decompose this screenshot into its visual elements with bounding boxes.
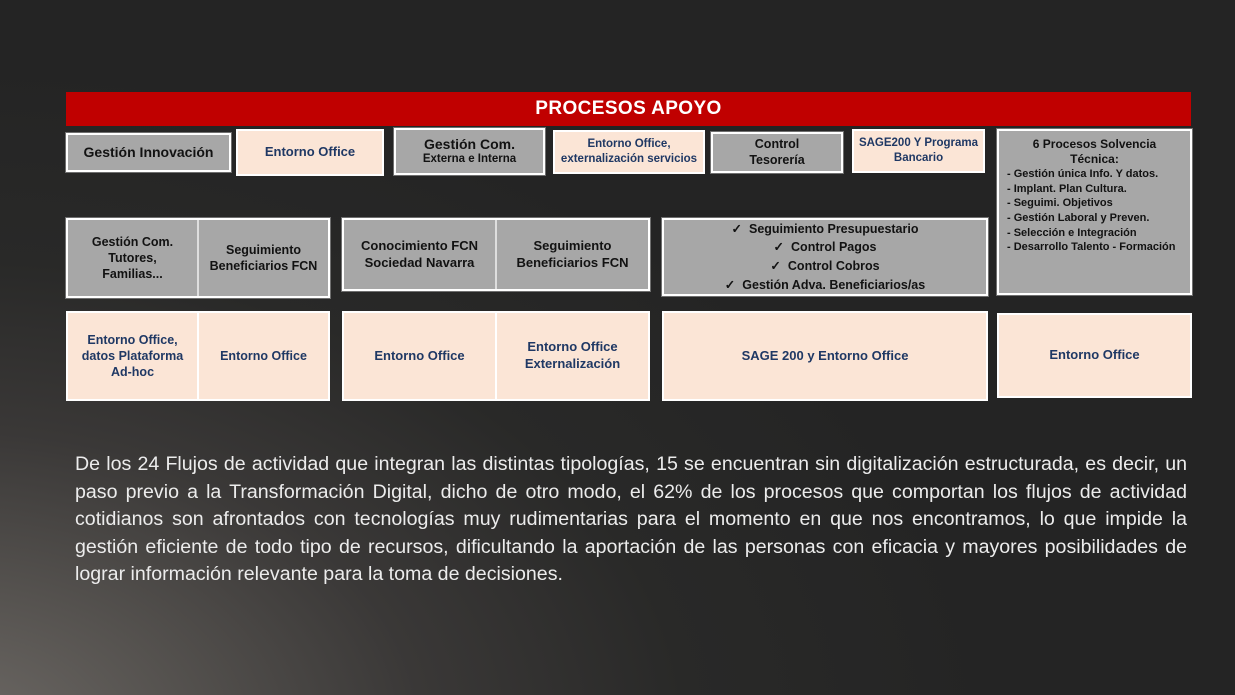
process-pair-conocimiento-seguimiento	[342, 218, 650, 291]
tool-pair-office-externalizacion	[342, 311, 650, 401]
process-box-label-line1: Control	[754, 136, 800, 151]
solvencia-item: - Seguimi. Objetivos	[1007, 197, 1113, 210]
checklist-line	[732, 220, 919, 239]
process-cell-gestion-com-tutores: Gestión Com. Tutores, Familias...	[91, 234, 174, 282]
tool-cell-entorno-office-adhoc: Entorno Office, datos Plataforma Ad-hoc	[81, 332, 184, 380]
check-icon: ✓	[731, 221, 742, 236]
tool-box-sage200-programa-bancario	[852, 129, 985, 173]
checklist-item-label: Control Pagos	[791, 240, 877, 255]
process-box-label-line1: Gestión Com.	[423, 136, 515, 153]
solvencia-item: - Implant. Plan Cultura.	[1007, 182, 1127, 195]
summary-paragraph: De los 24 Flujos de actividad que integran las distintas tipologías, 15 se encuentran sin digitalización estructurada, es decir, un paso previo a la Transformación Digital, dicho de otro modo, el 62% de los procesos que comportan los flujos de actividad cotidianos son afrontados con tecnologías muy rudimentarias para el momento en que nos encontramos, lo que impide la gestión eficiente de todo tipo de recursos, dificultando la aportación de las personas con eficacia y mayores posibilidades de lograr información relevante para la toma de decisiones.	[75, 453, 1187, 586]
check-icon: ✓	[770, 259, 781, 273]
tool-box-label-line2: Bancario	[893, 152, 944, 164]
tool-pair-office-adhoc	[66, 311, 330, 401]
process-box-gestion-com-externa	[394, 128, 545, 175]
check-icon: ✓	[724, 277, 736, 292]
process-box-label: Gestión Innovación	[83, 143, 214, 160]
solvencia-title-line2: Técnica:	[1070, 152, 1119, 166]
solvencia-item: - Desarrollo Talento - Formación	[1007, 241, 1176, 254]
checklist-item-label: Gestión Adva. Beneficiarios/as	[742, 277, 926, 292]
tool-box-label-line1: SAGE200 Y Programa	[858, 137, 979, 150]
process-checklist-box	[662, 218, 988, 296]
checklist-item-label: Control Cobros	[787, 259, 880, 273]
solvencia-item: - Selección e Integración	[1007, 226, 1137, 239]
solvencia-item: - Gestión Laboral y Preven.	[1007, 211, 1150, 224]
process-box-label-line2: Tesorería	[749, 152, 805, 167]
solvencia-item: - Gestión única Info. Y datos.	[1007, 168, 1159, 180]
process-box-gestion-innovacion	[66, 133, 231, 172]
tool-box-label: SAGE 200 y Entorno Office	[741, 347, 909, 363]
tool-box-label: Entorno Office	[264, 144, 356, 160]
checklist-line	[774, 238, 877, 257]
tool-cell-entorno-office-externalizacion: Entorno Office Externalización	[495, 313, 648, 399]
checklist-line	[770, 257, 879, 276]
tool-box-sage200-entorno-office	[662, 311, 988, 401]
tool-box-entorno-office-1	[236, 129, 384, 176]
process-box-label-line2: Externa e Interna	[422, 153, 517, 165]
process-box-solvencia-tecnica	[997, 129, 1192, 295]
solvencia-title-line1: 6 Procesos Solvencia	[1032, 137, 1157, 151]
check-icon: ✓	[773, 240, 785, 255]
process-pair-tutores-beneficiarios	[66, 218, 330, 298]
process-box-control-tesoreria	[711, 132, 843, 173]
process-cell-conocimiento-fcn: Conocimiento FCN Sociedad Navarra	[361, 237, 478, 270]
tool-box-entorno-office-solvencia	[997, 313, 1192, 398]
header-bar	[66, 92, 1191, 126]
tool-cell-entorno-office-3: Entorno Office	[374, 347, 465, 363]
checklist-line	[725, 276, 925, 295]
tool-box-entorno-office-externalizacion	[553, 130, 705, 174]
tool-box-label-line1: Entorno Office,	[587, 138, 671, 151]
tool-box-label-line2: externalización servicios	[560, 153, 698, 165]
checklist-item-label: Seguimiento Presupuestario	[749, 221, 919, 236]
process-cell-seguimiento-beneficiarios-fcn-2: Seguimiento Beneficiarios FCN	[495, 220, 648, 289]
tool-box-label: Entorno Office	[1049, 347, 1140, 363]
page-title: PROCESOS APOYO	[535, 98, 722, 119]
tool-cell-entorno-office-2: Entorno Office	[197, 313, 328, 399]
process-cell-seguimiento-beneficiarios-fcn: Seguimiento Beneficiarios FCN	[197, 220, 328, 296]
